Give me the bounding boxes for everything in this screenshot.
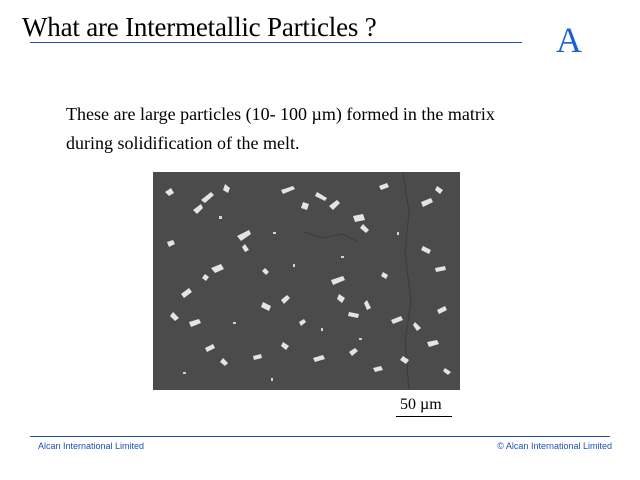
body-line-2: during solidification of the melt. xyxy=(66,133,300,153)
footer-copyright: © Alcan International Limited xyxy=(497,441,612,451)
title-underline xyxy=(30,42,522,43)
body-line-1: These are large particles (10- 100 µm) formed in the matrix xyxy=(66,104,495,124)
footer-rule xyxy=(30,436,610,437)
logo-letter: A xyxy=(556,20,582,60)
scale-bar xyxy=(396,416,452,417)
micrograph-image xyxy=(153,172,460,390)
body-text xyxy=(66,100,606,158)
scale-bar-label: 50 µm xyxy=(400,396,442,413)
slide-title: What are Intermetallic Particles ? xyxy=(22,12,377,42)
footer-company-name: Alcan International Limited xyxy=(38,441,145,451)
